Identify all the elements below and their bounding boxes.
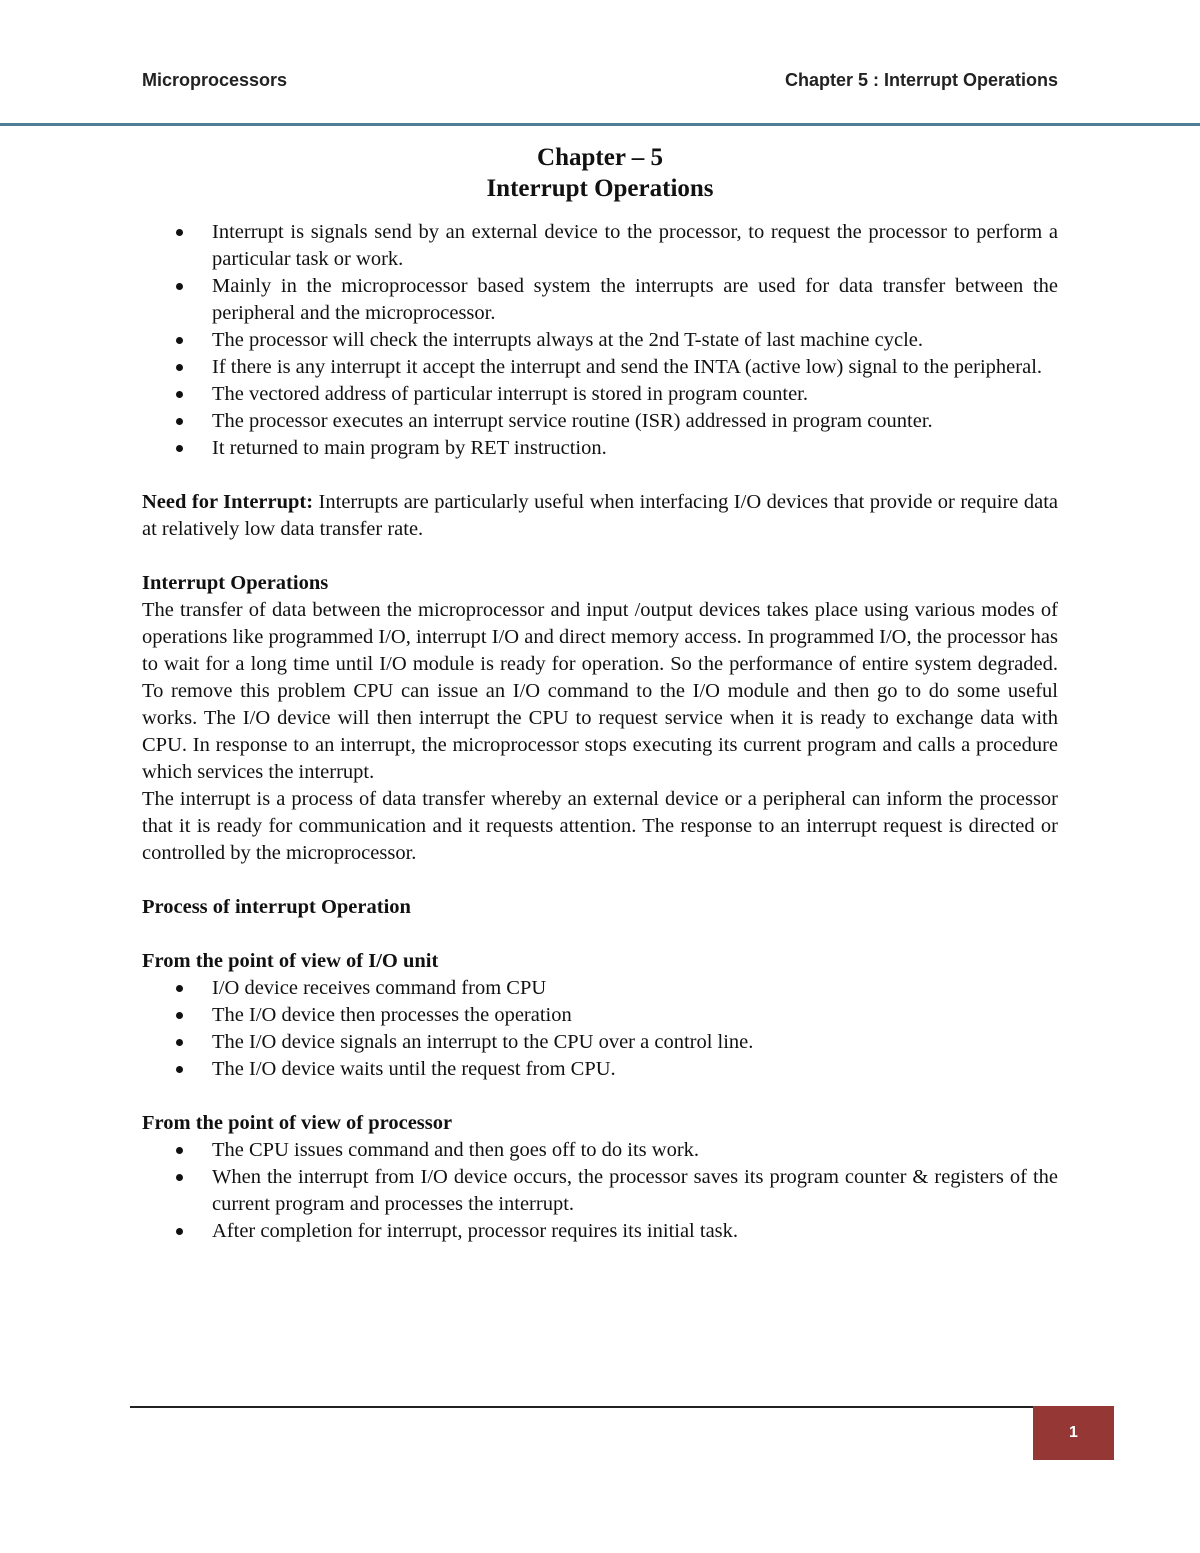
bullet-icon — [176, 1066, 183, 1073]
io-view-list — [142, 975, 1058, 1083]
list-item: The I/O device signals an interrupt to the CPU over a control line. — [142, 1029, 1058, 1056]
list-item: The vectored address of particular interrupt is stored in program counter. — [142, 381, 1058, 408]
interrupt-operations-paragraph-2: The interrupt is a process of data transfer whereby an external device or a peripheral can inform the processor that it is ready for communication and it requests attention. The response to an interrupt request is directed or controlled by the microprocessor. — [142, 788, 1058, 864]
chapter-number: Chapter – 5 — [537, 144, 663, 171]
interrupt-operations-heading: Interrupt Operations — [142, 572, 329, 594]
list-item: It returned to main program by RET instruction. — [142, 435, 1058, 462]
bullet-icon — [176, 985, 183, 992]
list-item: When the interrupt from I/O device occurs, the processor saves its program counter & registers of the current program and processes the interrupt. — [142, 1164, 1058, 1218]
process-heading: Process of interrupt Operation — [142, 896, 411, 918]
list-item: I/O device receives command from CPU — [142, 975, 1058, 1002]
io-view-heading: From the point of view of I/O unit — [142, 950, 439, 972]
cpu-view-list — [142, 1137, 1058, 1245]
list-item: Interrupt is signals send by an external device to the processor, to request the processor to perform a particular task or work. — [142, 219, 1058, 273]
need-for-interrupt-paragraph — [142, 489, 1058, 543]
header-divider — [0, 123, 1200, 126]
list-item: The processor executes an interrupt service routine (ISR) addressed in program counter. — [142, 408, 1058, 435]
cpu-view-heading: From the point of view of processor — [142, 1112, 453, 1134]
list-item: The I/O device waits until the request from CPU. — [142, 1056, 1058, 1083]
bullet-icon — [176, 229, 183, 236]
footer-divider — [130, 1406, 1034, 1408]
list-item: The CPU issues command and then goes off to do its work. — [142, 1137, 1058, 1164]
bullet-icon — [176, 283, 183, 290]
page-number-badge — [1033, 1406, 1114, 1460]
bullet-icon — [176, 445, 183, 452]
bullet-icon — [176, 1147, 183, 1154]
bullet-icon — [176, 1228, 183, 1235]
bullet-icon — [176, 1174, 183, 1181]
bullet-icon — [176, 418, 183, 425]
bullet-icon — [176, 1039, 183, 1046]
need-text: Interrupts are particularly useful when interfacing I/O devices that provide or require data at relatively low data transfer rate. — [142, 491, 1058, 540]
bullet-icon — [176, 337, 183, 344]
page-number: 1 — [1069, 1424, 1078, 1441]
page-content — [142, 142, 1058, 1245]
chapter-title: Interrupt Operations — [486, 175, 714, 202]
header-left-title: Microprocessors — [142, 70, 288, 90]
list-item: After completion for interrupt, processor requires its initial task. — [142, 1218, 1058, 1245]
header-right-title: Chapter 5 : Interrupt Operations — [784, 70, 1058, 90]
list-item: The processor will check the interrupts always at the 2nd T-state of last machine cycle. — [142, 327, 1058, 354]
intro-bullet-list — [142, 219, 1058, 462]
list-item: If there is any interrupt it accept the interrupt and send the INTA (active low) signal to the peripheral. — [142, 354, 1058, 381]
list-item: Mainly in the microprocessor based system the interrupts are used for data transfer between the peripheral and the microprocessor. — [142, 273, 1058, 327]
interrupt-operations-paragraph-1: The transfer of data between the microprocessor and input /output devices takes place using various modes of operations like programmed I/O, interrupt I/O and direct memory access. In programmed I/O, the processor has to wait for a long time until I/O module is ready for operation. So the performance of entire system degraded. To remove this problem CPU can issue an I/O command to the I/O module and then go to do some useful works. The I/O device will then interrupt the CPU to request service when it is ready to exchange data with CPU. In response to an interrupt, the microprocessor stops executing its current program and calls a procedure which services the interrupt. — [142, 599, 1058, 783]
bullet-icon — [176, 1012, 183, 1019]
need-label: Need for Interrupt: — [142, 491, 314, 513]
bullet-icon — [176, 364, 183, 371]
list-item: The I/O device then processes the operation — [142, 1002, 1058, 1029]
bullet-icon — [176, 391, 183, 398]
